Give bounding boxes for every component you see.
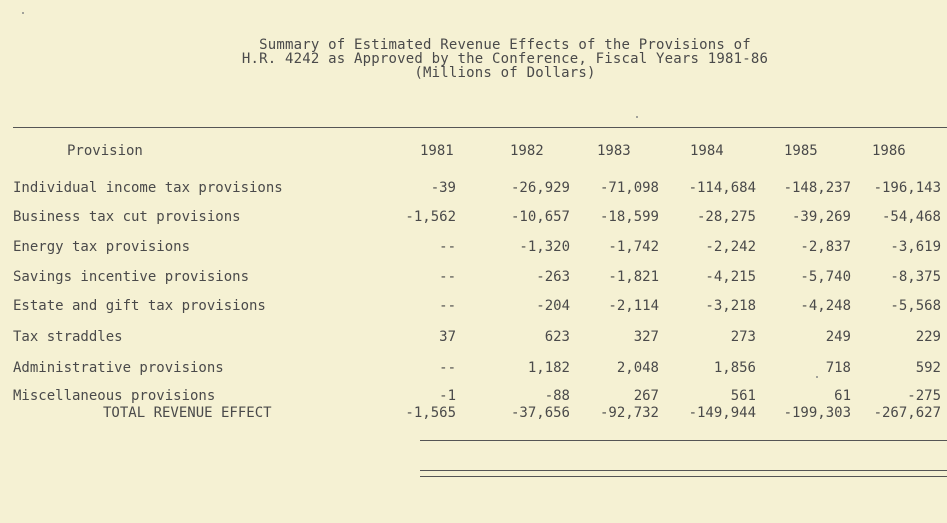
table-cell: 718 bbox=[825, 360, 851, 376]
table-cell: -- bbox=[439, 269, 456, 285]
year-column-header: 1983 bbox=[597, 143, 631, 159]
title-line-3: (Millions of Dollars) bbox=[414, 65, 596, 81]
total-cell: -1,565 bbox=[405, 405, 456, 421]
table-cell: -88 bbox=[544, 388, 570, 404]
total-bottom-rule-2 bbox=[420, 476, 947, 477]
table-cell: -- bbox=[439, 360, 456, 376]
table-cell: -1,562 bbox=[405, 209, 456, 225]
table-cell: 229 bbox=[915, 329, 941, 345]
total-cell: -37,656 bbox=[510, 405, 570, 421]
row-label: Miscellaneous provisions bbox=[13, 388, 216, 404]
table-cell: -- bbox=[439, 298, 456, 314]
table-cell: -1,821 bbox=[608, 269, 659, 285]
row-label: Tax straddles bbox=[13, 329, 123, 345]
total-top-rule bbox=[420, 440, 947, 441]
table-cell: 267 bbox=[633, 388, 659, 404]
table-cell: -39,269 bbox=[791, 209, 851, 225]
total-row-label: TOTAL REVENUE EFFECT bbox=[103, 405, 272, 421]
total-cell: -267,627 bbox=[873, 405, 941, 421]
scan-speck bbox=[22, 12, 24, 14]
year-column-header: 1986 bbox=[872, 143, 906, 159]
table-cell: -4,248 bbox=[800, 298, 851, 314]
year-column-header: 1982 bbox=[510, 143, 544, 159]
table-top-rule bbox=[13, 127, 947, 128]
row-label: Administrative provisions bbox=[13, 360, 224, 376]
table-cell: -204 bbox=[536, 298, 570, 314]
year-column-header: 1985 bbox=[784, 143, 818, 159]
table-cell: 37 bbox=[439, 329, 456, 345]
table-cell: -10,657 bbox=[510, 209, 570, 225]
row-label: Business tax cut provisions bbox=[13, 209, 241, 225]
row-label: Estate and gift tax provisions bbox=[13, 298, 266, 314]
table-cell: -114,684 bbox=[688, 180, 756, 196]
table-cell: -2,242 bbox=[705, 239, 756, 255]
total-cell: -149,944 bbox=[688, 405, 756, 421]
table-cell: -18,599 bbox=[599, 209, 659, 225]
table-cell: 592 bbox=[915, 360, 941, 376]
total-cell: -199,303 bbox=[783, 405, 851, 421]
table-cell: -148,237 bbox=[783, 180, 851, 196]
row-label: Energy tax provisions bbox=[13, 239, 191, 255]
table-cell: -3,619 bbox=[890, 239, 941, 255]
table-cell: -8,375 bbox=[890, 269, 941, 285]
total-cell: -92,732 bbox=[599, 405, 659, 421]
title-line-2: H.R. 4242 as Approved by the Conference, Fiscal Years 1981-86 bbox=[241, 51, 769, 67]
table-cell: -2,837 bbox=[800, 239, 851, 255]
year-column-header: 1984 bbox=[690, 143, 724, 159]
table-cell: -- bbox=[439, 239, 456, 255]
table-cell: 623 bbox=[544, 329, 570, 345]
provision-column-header: Provision bbox=[67, 143, 143, 159]
title-line-1: Summary of Estimated Revenue Effects of the Provisions of bbox=[259, 37, 751, 53]
table-cell: 1,856 bbox=[713, 360, 756, 376]
table-cell: -263 bbox=[536, 269, 570, 285]
table-cell: -4,215 bbox=[705, 269, 756, 285]
table-cell: -28,275 bbox=[696, 209, 756, 225]
scan-speck bbox=[636, 116, 638, 118]
table-cell: -26,929 bbox=[510, 180, 570, 196]
year-column-header: 1981 bbox=[420, 143, 454, 159]
table-cell: 561 bbox=[730, 388, 756, 404]
total-bottom-rule-1 bbox=[420, 470, 947, 471]
table-cell: -5,568 bbox=[890, 298, 941, 314]
table-cell: -1 bbox=[439, 388, 456, 404]
table-cell: 327 bbox=[633, 329, 659, 345]
table-cell: -54,468 bbox=[881, 209, 941, 225]
table-cell: -1,320 bbox=[519, 239, 570, 255]
table-cell: -39 bbox=[430, 180, 456, 196]
table-cell: -1,742 bbox=[608, 239, 659, 255]
table-cell: -5,740 bbox=[800, 269, 851, 285]
table-cell: 249 bbox=[825, 329, 851, 345]
table-cell: 273 bbox=[730, 329, 756, 345]
table-cell: -196,143 bbox=[873, 180, 941, 196]
table-cell: 61 bbox=[834, 388, 851, 404]
table-cell: 2,048 bbox=[616, 360, 659, 376]
row-label: Individual income tax provisions bbox=[13, 180, 283, 196]
table-cell: -2,114 bbox=[608, 298, 659, 314]
scan-speck bbox=[816, 376, 818, 378]
table-cell: -275 bbox=[907, 388, 941, 404]
row-label: Savings incentive provisions bbox=[13, 269, 250, 285]
table-cell: -71,098 bbox=[599, 180, 659, 196]
document-title bbox=[0, 38, 947, 80]
table-cell: 1,182 bbox=[527, 360, 570, 376]
table-cell: -3,218 bbox=[705, 298, 756, 314]
